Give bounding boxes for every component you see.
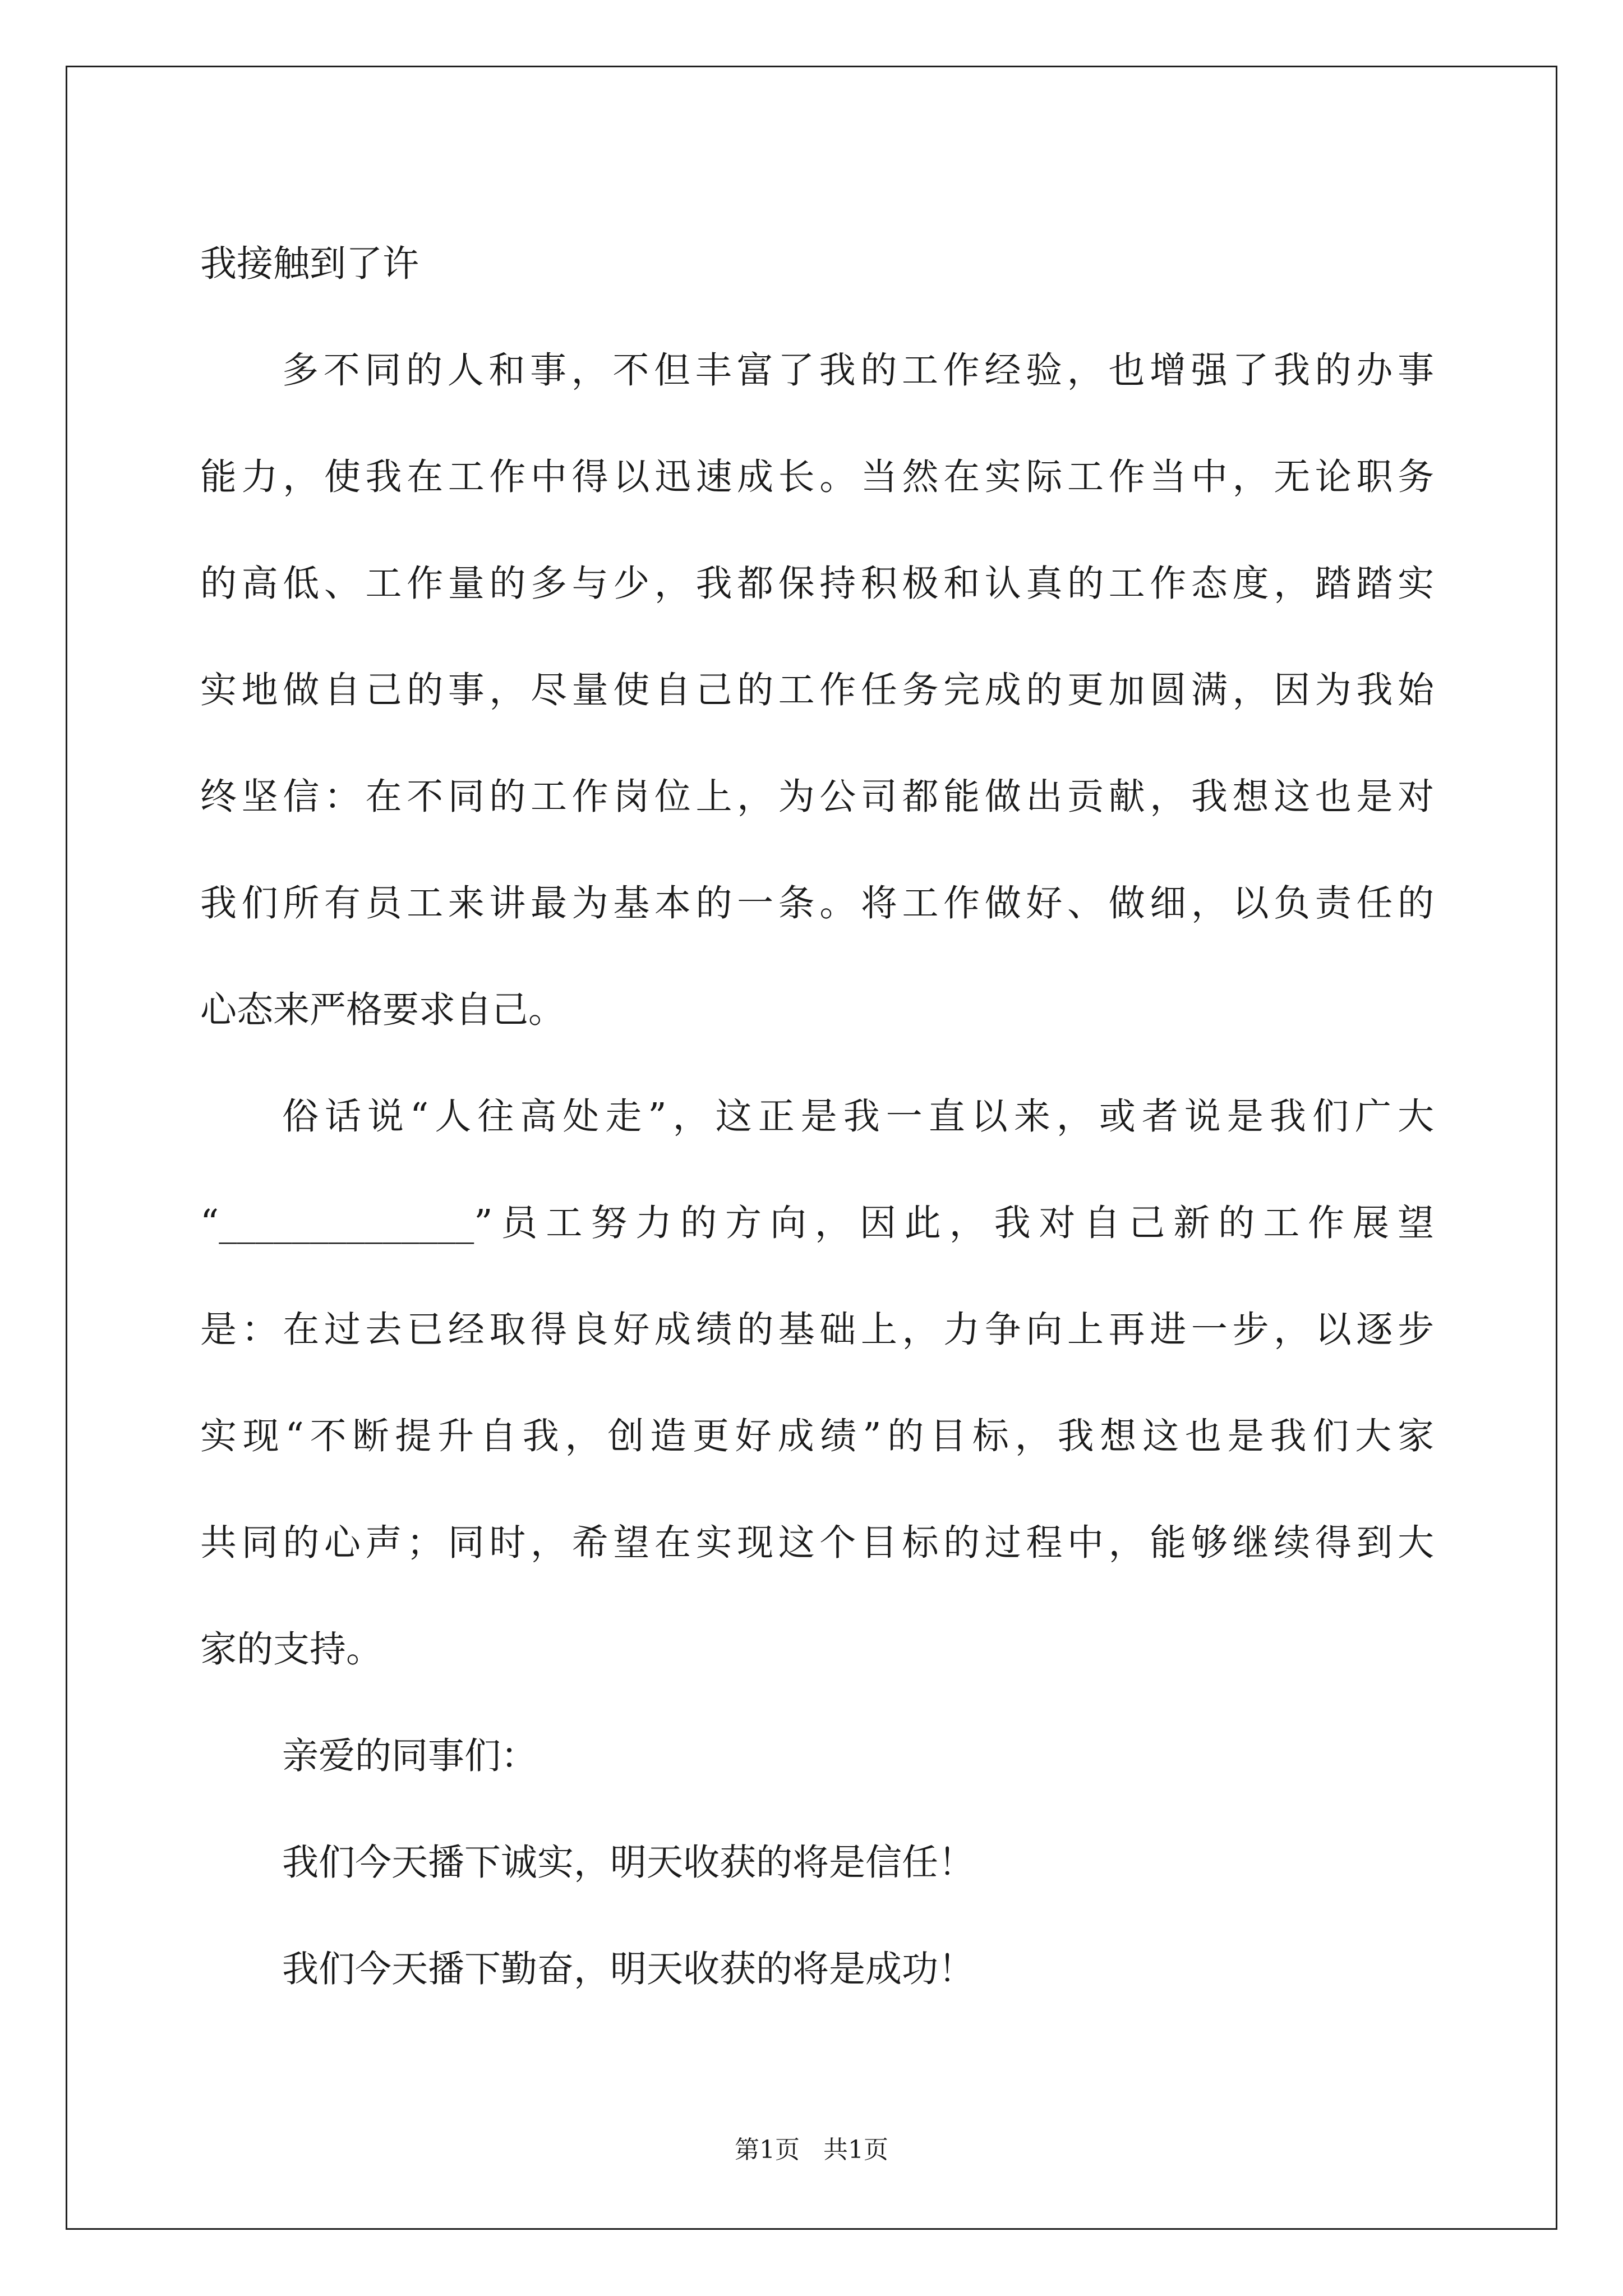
text-line-16: 我们今天播下诚实，明天收获的将是信任！ (282, 1842, 975, 1884)
text-line-1: 我接触到了许 (200, 243, 419, 285)
text-line-17: 我们今天播下勤奋，明天收获的将是成功！ (282, 1948, 975, 1990)
text-line-4: 的高低、工作量的多与少，我都保持积极和认真的工作态度，踏踏实 (200, 563, 1434, 605)
text-line-8: 心态来严格要求自己。 (200, 989, 565, 1031)
text-line-10: “______________”员工努力的方向，因此，我对自己新的工作展望 (200, 1202, 1434, 1244)
text-line-13: 共同的心声；同时，希望在实现这个目标的过程中，能够继续得到大 (200, 1522, 1434, 1564)
document-body (200, 211, 1434, 2023)
text-line-7: 我们所有员工来讲最为基本的一条。将工作做好、做细，以负责任的 (200, 882, 1434, 924)
text-line-9: 俗话说“人往高处走”，这正是我一直以来，或者说是我们广大 (282, 1096, 1434, 1138)
text-line-12: 实现“不断提升自我，创造更好成绩”的目标，我想这也是我们大家 (200, 1415, 1434, 1457)
text-line-11: 是：在过去已经取得良好成绩的基础上，力争向上再进一步，以逐步 (200, 1309, 1434, 1351)
text-line-5: 实地做自己的事，尽量使自己的工作任务完成的更加圆满，因为我始 (200, 669, 1434, 711)
text-line-2: 多不同的人和事，不但丰富了我的工作经验，也增强了我的办事 (282, 349, 1434, 392)
page-footer: 第1页 共1页 (735, 2136, 888, 2164)
text-line-3: 能力，使我在工作中得以迅速成长。当然在实际工作当中，无论职务 (200, 456, 1434, 498)
text-line-15: 亲爱的同事们： (282, 1735, 538, 1777)
text-line-6: 终坚信：在不同的工作岗位上，为公司都能做出贡献，我想这也是对 (200, 776, 1434, 818)
text-line-14: 家的支持。 (200, 1628, 383, 1671)
